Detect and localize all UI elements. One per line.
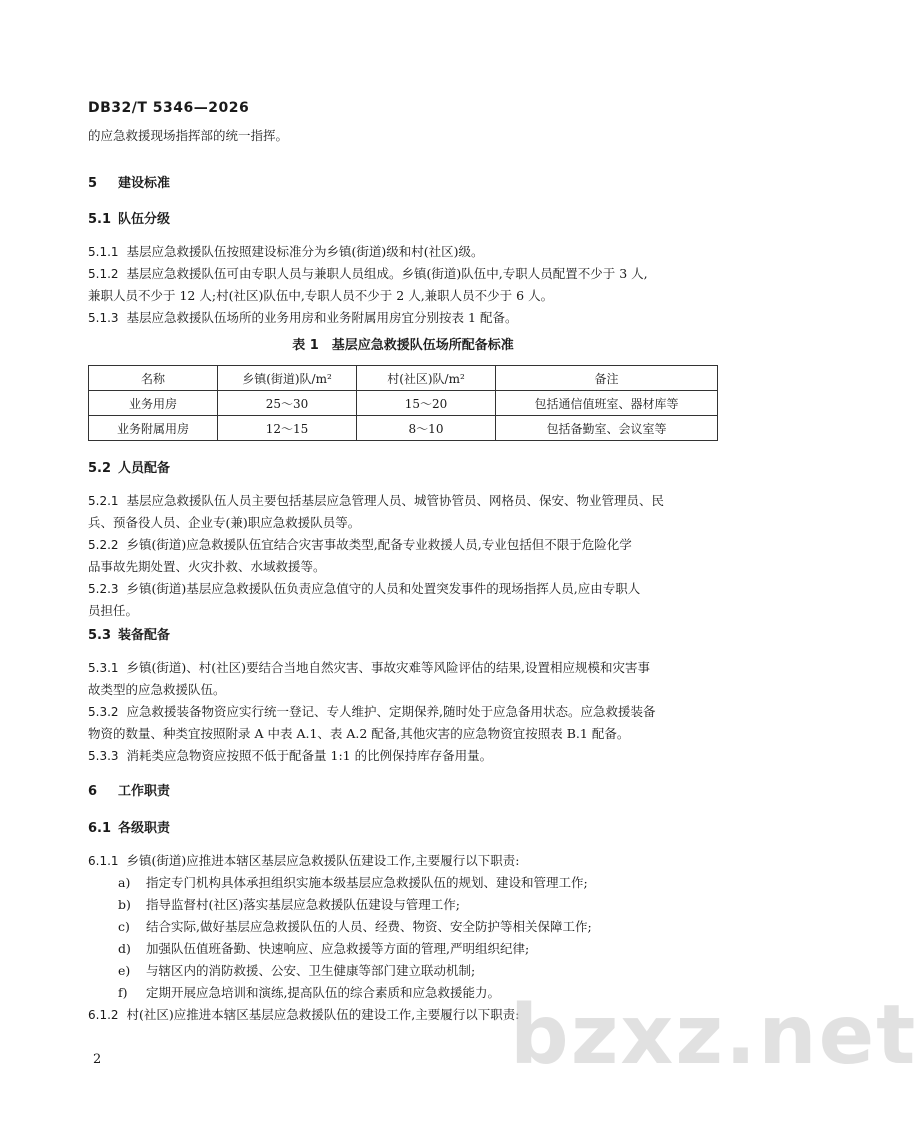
clause-5-3-2-cont: 物资的数量、种类宜按照附录 A 中表 A.1、表 A.2 配备,其他灾害的应急物资宜按照表 B.1 配备。 xyxy=(88,726,630,741)
section-number: 5.1 xyxy=(88,212,112,227)
list-item-label: e) xyxy=(118,963,131,978)
section-title: 建设标准 xyxy=(118,176,171,191)
section-6-heading xyxy=(88,781,718,803)
list-item-text: 与辖区内的消防救援、公安、卫生健康等部门建立联动机制; xyxy=(146,963,476,978)
section-number: 5.3 xyxy=(88,628,112,643)
clause-5-1-2 xyxy=(88,263,718,285)
clause-text: 消耗类应急物资应按照不低于配备量 1:1 的比例保持库存备用量。 xyxy=(126,748,493,763)
table-row xyxy=(89,391,718,416)
list-item xyxy=(118,916,748,938)
clause-5-1-2-cont: 兼职人员不少于 12 人;村(社区)队伍中,专职人员不少于 2 人,兼职人员不少于 6 人。 xyxy=(88,288,554,303)
clause-5-3-3 xyxy=(88,745,718,767)
clause-number: 5.3.1 xyxy=(88,661,119,675)
clause-number: 6.1.1 xyxy=(88,854,119,868)
table-header-cell: 名称 xyxy=(89,366,218,391)
clause-6-1-2 xyxy=(88,1004,718,1026)
section-title: 人员配备 xyxy=(118,461,171,476)
table-cell: 8～10 xyxy=(357,416,496,441)
clause-6-1-1 xyxy=(88,850,718,872)
list-item-text: 定期开展应急培训和演练,提高队伍的综合素质和应急救援能力。 xyxy=(146,985,500,1000)
section-number: 5.2 xyxy=(88,461,112,476)
list-item-text: 指导监督村(社区)落实基层应急救援队伍建设与管理工作; xyxy=(146,897,460,912)
clause-number: 5.1.1 xyxy=(88,245,119,259)
clause-5-2-2 xyxy=(88,534,718,556)
intro-line: 的应急救援现场指挥部的统一指挥。 xyxy=(88,128,289,143)
table-cell: 包括备勤室、会议室等 xyxy=(496,416,718,441)
list-item xyxy=(118,982,748,1004)
clause-5-2-1-cont: 兵、预备役人员、企业专(兼)职应急救援队员等。 xyxy=(88,515,361,530)
clause-5-1-3 xyxy=(88,307,718,329)
clause-5-1-1 xyxy=(88,241,718,263)
document-code: DB32/T 5346—2026 xyxy=(88,100,250,116)
table-header-row xyxy=(89,366,718,391)
standard-table xyxy=(88,365,718,441)
section-title: 装备配备 xyxy=(118,628,171,643)
section-6-1-heading xyxy=(88,818,718,840)
watermark: bzxz.net xyxy=(510,988,917,1083)
clause-number: 5.2.3 xyxy=(88,582,119,596)
list-item-label: a) xyxy=(118,875,131,890)
table-title: 表 1 基层应急救援队伍场所配备标准 xyxy=(292,338,514,353)
table-header-cell: 备注 xyxy=(496,366,718,391)
table-row xyxy=(89,416,718,441)
clause-5-3-1-cont: 故类型的应急救援队伍。 xyxy=(88,682,226,697)
clause-number: 5.2.2 xyxy=(88,538,119,552)
list-item-label: d) xyxy=(118,941,131,956)
section-number: 6 xyxy=(88,784,98,799)
section-5-3-heading xyxy=(88,625,718,647)
clause-5-2-2-cont: 品事故先期处置、火灾扑救、水域救援等。 xyxy=(88,559,326,574)
list-item xyxy=(118,960,748,982)
section-5-2-heading xyxy=(88,458,718,480)
clause-5-3-1 xyxy=(88,657,718,679)
list-item xyxy=(118,894,748,916)
clause-5-2-3 xyxy=(88,578,718,600)
table-cell: 业务附属用房 xyxy=(89,416,218,441)
list-item xyxy=(118,938,748,960)
list-item-text: 结合实际,做好基层应急救援队伍的人员、经费、物资、安全防护等相关保障工作; xyxy=(146,919,592,934)
section-title: 工作职责 xyxy=(118,784,171,799)
clause-number: 5.1.3 xyxy=(88,311,119,325)
section-title: 队伍分级 xyxy=(118,212,171,227)
table-header-cell: 乡镇(街道)队/m² xyxy=(218,366,357,391)
table-cell: 12～15 xyxy=(218,416,357,441)
list-item-text: 加强队伍值班备勤、快速响应、应急救援等方面的管理,严明组织纪律; xyxy=(146,941,530,956)
table-header-cell: 村(社区)队/m² xyxy=(357,366,496,391)
table-cell: 包括通信值班室、器材库等 xyxy=(496,391,718,416)
clause-number: 6.1.2 xyxy=(88,1008,119,1022)
clause-text: 乡镇(街道)应推进本辖区基层应急救援队伍建设工作,主要履行以下职责: xyxy=(126,853,520,868)
list-item-text: 指定专门机构具体承担组织实施本级基层应急救援队伍的规划、建设和管理工作; xyxy=(146,875,588,890)
clause-number: 5.1.2 xyxy=(88,267,119,281)
table-cell: 业务用房 xyxy=(89,391,218,416)
clause-text: 应急救援装备物资应实行统一登记、专人维护、定期保养,随时处于应急备用状态。应急救援装备 xyxy=(126,704,656,719)
clause-text: 乡镇(街道)基层应急救援队伍负责应急值守的人员和处置突发事件的现场指挥人员,应由专职人 xyxy=(126,581,641,596)
clause-text: 乡镇(街道)应急救援队伍宜结合灾害事故类型,配备专业救援人员,专业包括但不限于危险化学 xyxy=(126,537,632,552)
list-item-label: b) xyxy=(118,897,131,912)
clause-text: 基层应急救援队伍人员主要包括基层应急管理人员、城管协管员、网格员、保安、物业管理员、民 xyxy=(126,493,665,508)
list-item-label: f) xyxy=(118,985,128,1000)
clause-number: 5.3.2 xyxy=(88,705,119,719)
table-cell: 25～30 xyxy=(218,391,357,416)
clause-5-3-2 xyxy=(88,701,718,723)
clause-number: 5.3.3 xyxy=(88,749,119,763)
clause-5-2-3-cont: 员担任。 xyxy=(88,603,139,618)
section-title: 各级职责 xyxy=(118,821,171,836)
section-5-1-heading xyxy=(88,209,718,231)
section-number: 5 xyxy=(88,176,98,191)
table-cell: 15～20 xyxy=(357,391,496,416)
clause-text: 基层应急救援队伍可由专职人员与兼职人员组成。乡镇(街道)队伍中,专职人员配置不少于 3 人, xyxy=(126,266,648,281)
clause-5-2-1 xyxy=(88,490,718,512)
clause-text: 基层应急救援队伍场所的业务用房和业务附属用房宜分别按表 1 配备。 xyxy=(126,310,518,325)
list-item xyxy=(118,872,748,894)
list-item-label: c) xyxy=(118,919,130,934)
clause-number: 5.2.1 xyxy=(88,494,119,508)
clause-text: 基层应急救援队伍按照建设标准分为乡镇(街道)级和村(社区)级。 xyxy=(126,244,484,259)
section-5-heading xyxy=(88,173,718,195)
clause-text: 乡镇(街道)、村(社区)要结合当地自然灾害、事故灾难等风险评估的结果,设置相应规模和灾害事 xyxy=(126,660,651,675)
page-number: 2 xyxy=(93,1052,102,1067)
section-number: 6.1 xyxy=(88,821,112,836)
clause-text: 村(社区)应推进本辖区基层应急救援队伍的建设工作,主要履行以下职责: xyxy=(126,1007,520,1022)
